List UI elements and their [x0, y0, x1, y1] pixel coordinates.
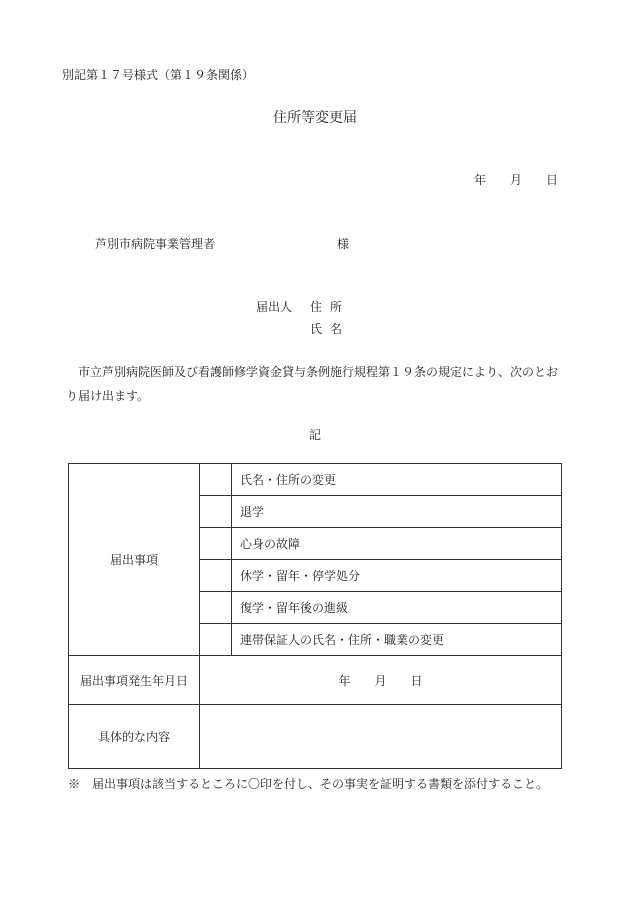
document-title: 住所等変更届 — [273, 110, 357, 126]
item-header: 届出事項 — [69, 464, 200, 656]
item-text: 連帯保証人の氏名・住所・職業の変更 — [232, 624, 562, 656]
date-header: 届出事項発生年月日 — [69, 656, 200, 705]
table-row — [69, 656, 562, 705]
item-text: 心身の故障 — [232, 528, 562, 560]
item-text: 復学・留年後の進級 — [232, 592, 562, 624]
check-cell[interactable] — [200, 592, 232, 624]
address-label: 住所 — [310, 300, 351, 314]
footnote: ※ 届出事項は該当するところに〇印を付し、その事実を証明する書類を添付すること。 — [68, 777, 549, 791]
date-day-label: 日 — [546, 173, 559, 187]
table-row — [69, 464, 562, 496]
honorific: 様 — [337, 237, 350, 251]
name-label: 氏名 — [310, 322, 351, 336]
check-cell[interactable] — [200, 464, 232, 496]
check-cell[interactable] — [200, 528, 232, 560]
check-cell[interactable] — [200, 496, 232, 528]
occurrence-month-label: 月 — [374, 673, 387, 688]
addressee: 芦別市病院事業管理者 — [95, 237, 216, 251]
detail-content-field[interactable] — [200, 705, 562, 769]
occurrence-year-label: 年 — [338, 673, 351, 688]
item-text: 休学・留年・停学処分 — [232, 560, 562, 592]
occurrence-date-field[interactable] — [200, 656, 562, 705]
body-text: 市立芦別病院医師及び看護師修学資金貸与条例施行規程第１９条の規定により、次のとおり届け出ます。 — [66, 365, 559, 403]
notification-table — [68, 463, 562, 769]
table-row — [69, 705, 562, 769]
occurrence-day-label: 日 — [410, 673, 423, 688]
item-text: 氏名・住所の変更 — [232, 464, 562, 496]
date-month-label: 月 — [510, 173, 523, 187]
applicant-label: 届出人 — [256, 300, 293, 314]
check-cell[interactable] — [200, 560, 232, 592]
submission-date — [474, 171, 558, 188]
item-text: 退学 — [232, 496, 562, 528]
form-number: 別記第１７号様式（第１９条関係） — [62, 68, 255, 82]
date-year-label: 年 — [474, 173, 487, 187]
ki-heading: 記 — [308, 428, 321, 442]
detail-header: 具体的な内容 — [69, 705, 200, 769]
check-cell[interactable] — [200, 624, 232, 656]
